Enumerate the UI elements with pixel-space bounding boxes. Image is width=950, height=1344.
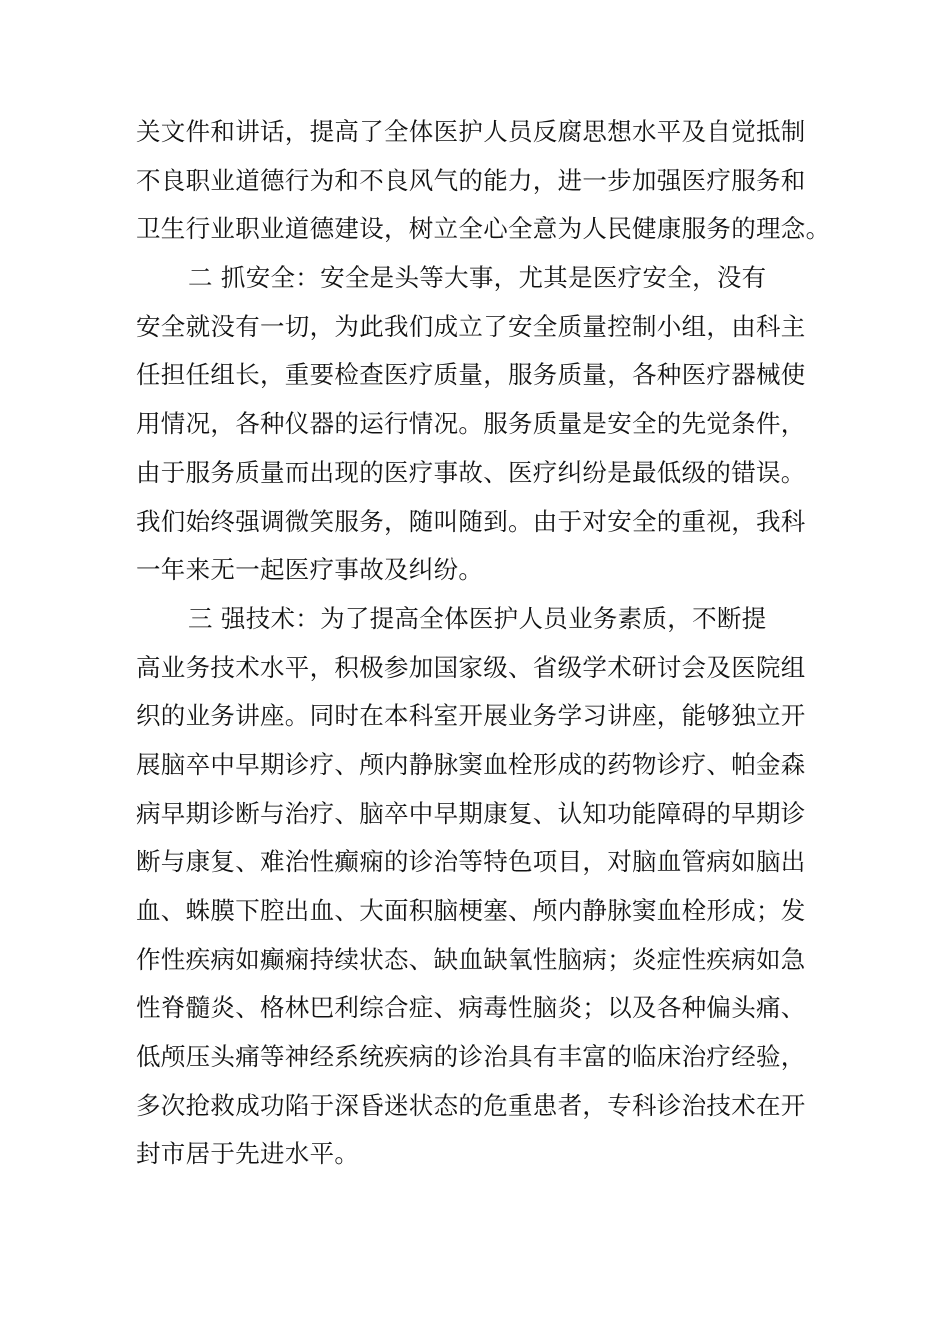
text-line: 多次抢救成功陷于深昏迷状态的危重患者，专科诊治技术在开 bbox=[136, 1090, 806, 1120]
section-heading-line: 二 抓安全：安全是头等大事，尤其是医疗安全，没有 bbox=[188, 263, 767, 293]
text-line: 我们始终强调微笑服务，随叫随到。由于对安全的重视，我科 bbox=[136, 506, 806, 536]
text-line: 任担任组长，重要检查医疗质量，服务质量，各种医疗器械使 bbox=[136, 360, 806, 390]
text-line: 织的业务讲座。同时在本科室开展业务学习讲座，能够独立开 bbox=[136, 701, 806, 731]
text-line: 关文件和讲话，提高了全体医护人员反腐思想水平及自觉抵制 bbox=[136, 117, 806, 146]
section-heading-line: 三 强技术：为了提高全体医护人员业务素质，不断提 bbox=[188, 603, 767, 633]
text-line: 高业务技术水平，积极参加国家级、省级学术研讨会及医院组 bbox=[136, 652, 806, 682]
text-line: 不良职业道德行为和不良风气的能力，进一步加强医疗服务和 bbox=[136, 165, 806, 195]
body-text bbox=[136, 108, 856, 1179]
text-line: 一年来无一起医疗事故及纠纷。 bbox=[136, 555, 484, 585]
text-line: 作性疾病如癫痫持续状态、缺血缺氧性脑病；炎症性疾病如急 bbox=[136, 944, 806, 974]
text-line: 用情况，各种仪器的运行情况。服务质量是安全的先觉条件， bbox=[136, 409, 806, 439]
text-line: 卫生行业职业道德建设，树立全心全意为人民健康服务的理念。 bbox=[136, 214, 831, 244]
text-line: 血、蛛膜下腔出血、大面积脑梗塞、颅内静脉窦血栓形成；发 bbox=[136, 896, 806, 925]
text-line: 由于服务质量而出现的医疗事故、医疗纠纷是最低级的错误。 bbox=[136, 457, 806, 487]
text-line: 低颅压头痛等神经系统疾病的诊治具有丰富的临床治疗经验， bbox=[136, 1042, 806, 1072]
text-line: 展脑卒中早期诊疗、颅内静脉窦血栓形成的药物诊疗、帕金森 bbox=[136, 749, 806, 779]
text-line: 性脊髓炎、格林巴利综合症、病毒性脑炎；以及各种偏头痛、 bbox=[136, 993, 806, 1023]
text-line: 断与康复、难治性癫痫的诊治等特色项目，对脑血管病如脑出 bbox=[136, 847, 806, 877]
text-line: 封市居于先进水平。 bbox=[136, 1139, 360, 1169]
text-line: 病早期诊断与治疗、脑卒中早期康复、认知功能障碍的早期诊 bbox=[136, 798, 806, 828]
text-line: 安全就没有一切，为此我们成立了安全质量控制小组，由科主 bbox=[136, 311, 806, 341]
